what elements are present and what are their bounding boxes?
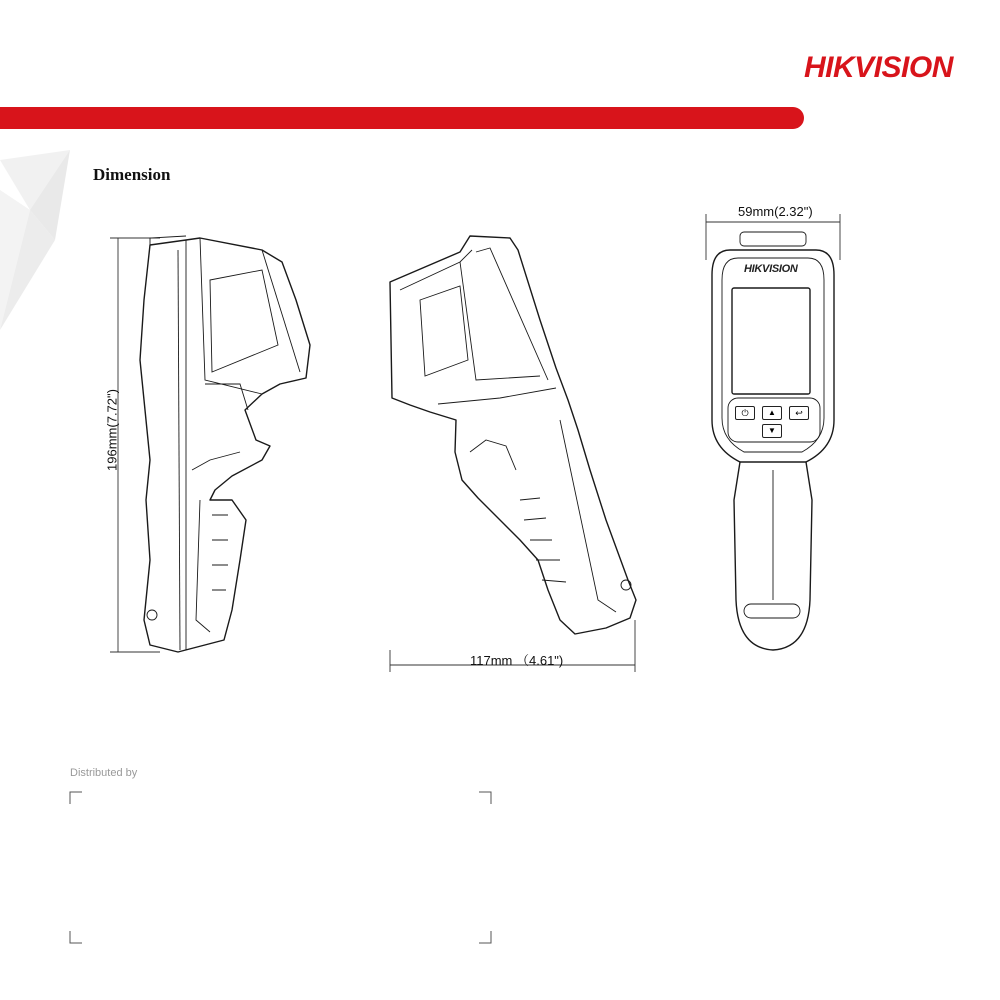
width-dimension-label: 59mm(2.32") xyxy=(738,204,813,219)
back-icon: ↩ xyxy=(789,406,809,420)
height-dimension-label: 196mm(7.72") xyxy=(104,389,120,471)
distributor-frame xyxy=(68,790,493,945)
brand-logo: HIKVISION xyxy=(804,51,953,84)
up-arrow-icon: ▲ xyxy=(762,406,782,420)
power-icon: ⏻ xyxy=(735,406,755,420)
device-logo: HIKVISION xyxy=(744,263,798,275)
section-title: Dimension xyxy=(93,165,171,184)
length-dimension-label: 117mm （4.61") xyxy=(470,653,564,668)
down-arrow-icon: ▼ xyxy=(762,424,782,438)
distributed-by-label: Distributed by xyxy=(70,767,138,779)
